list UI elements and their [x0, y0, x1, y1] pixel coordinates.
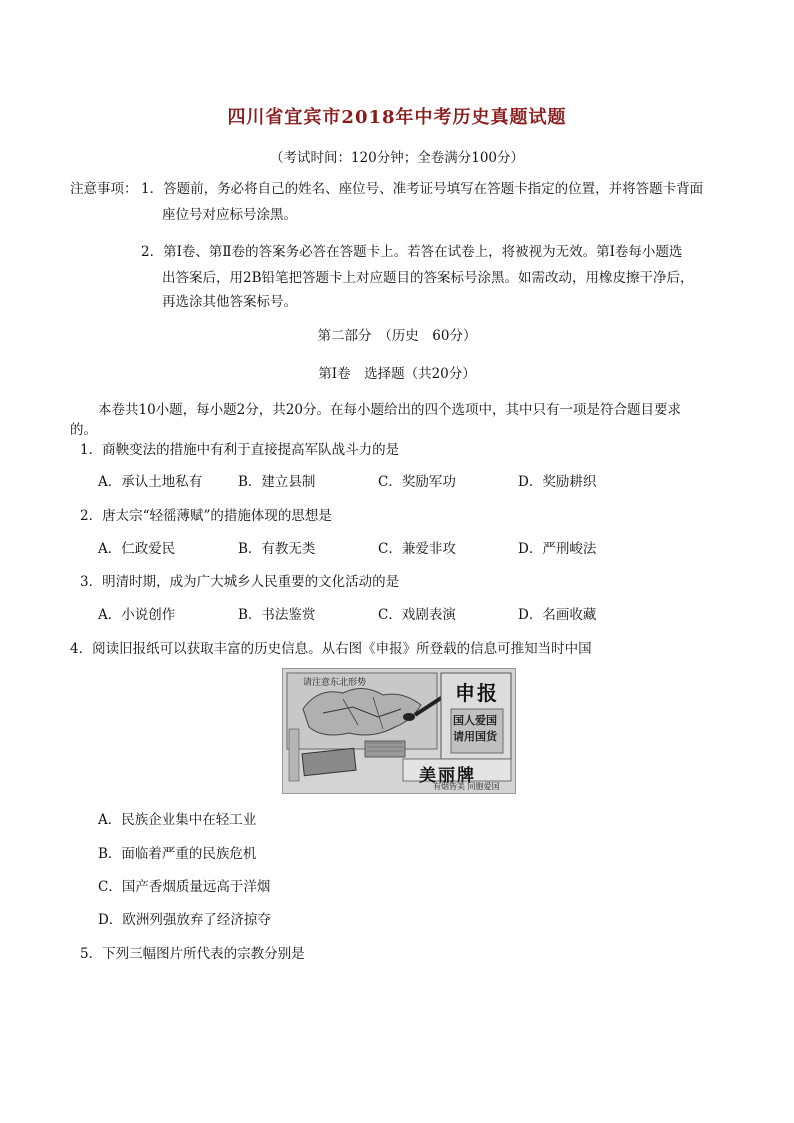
exam-info: （考试时间：120分钟；全卷满分100分）	[269, 150, 525, 166]
question-3-option-a: A．小说创作	[98, 607, 176, 623]
question-1-option-a: A．承认土地私有	[98, 474, 203, 490]
part-heading: 第二部分 （历史 60分）	[317, 328, 477, 344]
shenbao-newspaper-image	[282, 668, 516, 794]
page-title: 四川省宜宾市2018年中考历史真题试题	[227, 107, 567, 128]
question-3-option-b: B．书法鉴赏	[238, 607, 316, 623]
notice-item-2-line-2: 出答案后，用2B铅笔把答题卡上对应题目的答案标号涂黑。如需改动，用橡皮擦干净后，	[162, 270, 694, 286]
question-1-stem: 1．商鞅变法的措施中有利于直接提高军队战斗力的是	[80, 442, 400, 458]
newspaper-masthead: 申报	[455, 681, 499, 705]
newspaper-footer: 有烟皆美 同胞爱国	[433, 782, 500, 791]
brand-name: 美丽牌	[419, 766, 476, 786]
question-4-option-a: A．民族企业集中在轻工业	[98, 812, 257, 828]
section-intro-line-2: 的。	[70, 422, 97, 438]
question-4-option-c: C．国产香烟质量远高于洋烟	[98, 879, 271, 895]
question-4-option-d: D．欧洲列强放弃了经济掠夺	[98, 912, 271, 928]
question-2-stem: 2．唐太宗“轻徭薄赋”的措施体现的思想是	[80, 508, 332, 524]
notice-item-2-line-3: 再选涂其他答案标号。	[162, 294, 297, 310]
notice-label: 注意事项：	[70, 181, 138, 197]
notice-item-2-line-1: 2．第Ⅰ卷、第Ⅱ卷的答案务必答在答题卡上。若答在试卷上，将被视为无效。第Ⅰ卷每小题选	[141, 244, 683, 260]
question-2-option-b: B．有教无类	[238, 541, 316, 557]
question-1-option-c: C．奖励军功	[378, 474, 456, 490]
question-1-option-b: B．建立县制	[238, 474, 316, 490]
notice-item-1-line-2: 座位号对应标号涂黑。	[162, 207, 297, 223]
question-1-option-d: D．奖励耕织	[518, 474, 597, 490]
notice-item-1-line-1: 1．答题前，务必将自己的姓名、座位号、准考证号填写在答题卡指定的位置，并将答题卡背面	[141, 181, 704, 197]
question-2-option-d: D．严刑峻法	[518, 541, 597, 557]
question-2-option-a: A．仁政爱民	[98, 541, 176, 557]
section-heading: 第Ⅰ卷 选择题（共20分）	[318, 366, 476, 382]
question-2-option-c: C．兼爱非攻	[378, 541, 456, 557]
slogan-text: 国人爱国 请用国货	[453, 714, 497, 743]
question-4-stem: 4．阅读旧报纸可以获取丰富的历史信息。从右图《申报》所登载的信息可推知当时中国	[70, 641, 592, 657]
question-4-option-b: B．面临着严重的民族危机	[98, 846, 257, 862]
question-3-option-d: D．名画收藏	[518, 607, 597, 623]
section-intro-line-1: 本卷共10小题，每小题2分，共20分。在每小题给出的四个选项中，其中只有一项是符合题目要求	[98, 402, 681, 418]
question-3-stem: 3．明清时期，成为广大城乡人民重要的文化活动的是	[80, 574, 400, 590]
map-caption: 请注意东北形势	[303, 678, 367, 688]
question-3-option-c: C．戏剧表演	[378, 607, 456, 623]
question-5-stem: 5．下列三幅图片所代表的宗教分别是	[80, 946, 305, 962]
